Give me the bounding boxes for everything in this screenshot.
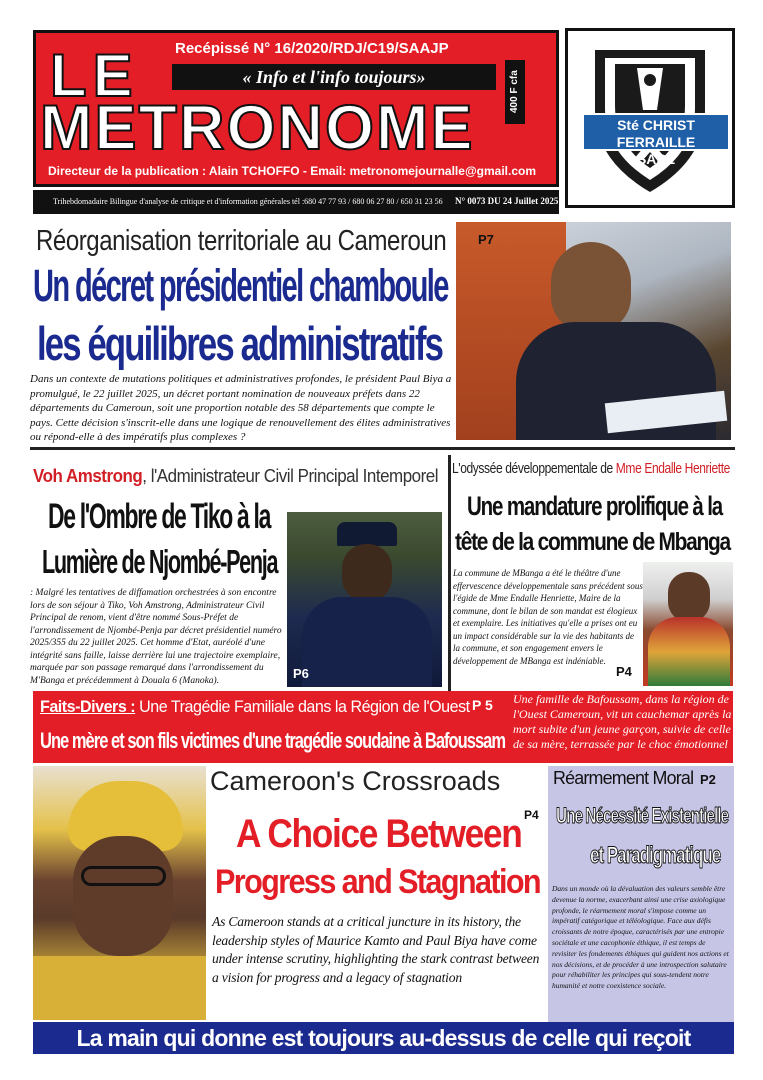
dress-shape [648, 617, 730, 686]
lead-headline-line-1: Un décret présidentiel chamboule [33, 260, 448, 311]
tagline: Trihebdomadaire Bilingue d'analyse de critique et d'information générales tél :680 47 77 93 / 680 06 27 80 / 650 31 23 56 [53, 197, 443, 206]
cap-shape [337, 522, 397, 546]
sponsor-line-2: SARL [636, 151, 676, 167]
voh-kicker [33, 466, 438, 487]
crossroads-page-ref: P4 [524, 808, 539, 822]
voh-headline-line-1: De l'Ombre de Tiko à la [48, 497, 271, 536]
endalle-headline-line-2: tête de la commune de Mbanga [455, 528, 730, 556]
issue-number: N° 0073 DU 24 Juillet 2025 [455, 196, 559, 206]
faits-divers-body: Une famille de Bafoussam, dans la région de l'Ouest Cameroun, vit un cauchemar après la mort subite d'un jeune garçon, suivie de celle de sa mère, terrassée par le choc émotionnel [513, 692, 732, 751]
director-line: Directeur de la publication : Alain TCHOFFO - Email: metronomejournalle@gmail.com [48, 164, 536, 178]
receipt-number: Recépissé N° 16/2020/RDJ/C19/SAAJP [175, 40, 449, 57]
faits-divers-kicker [40, 697, 470, 717]
sponsor-line-1: Sté CHRIST FERRAILLE [616, 117, 696, 150]
rearmement-headline-line-2: et Paradigmatique [590, 842, 721, 869]
endalle-kicker [452, 460, 730, 477]
logo-le: LE [50, 42, 139, 109]
lead-headline-line-2: les équilibres administratifs [37, 317, 443, 370]
price-tag: 400 F cfa [505, 60, 525, 124]
lead-photo [456, 222, 731, 440]
rearmement-headline-line-1: Une Nécessité Existentielle [556, 803, 729, 828]
sponsor-name [582, 113, 730, 167]
faits-divers-headline: Une mère et son fils victimes d'une tragédie soudaine à Bafoussam [40, 728, 506, 753]
head-shape [668, 572, 710, 622]
slogan: « Info et l'info toujours» [172, 64, 496, 90]
faits-divers-page-ref: P 5 [472, 697, 493, 713]
endalle-photo [643, 562, 733, 686]
rearmement-kicker: Réarmement Moral [553, 768, 694, 788]
bottom-banner: La main qui donne est toujours au-dessus de celle qui reçoit [33, 1022, 734, 1054]
glasses-icon [81, 866, 166, 886]
lead-page-ref: P7 [478, 232, 494, 247]
faits-divers-label: Faits-Divers : [40, 697, 136, 716]
endalle-body: La commune de MBanga a été le théâtre d'une effervescence développementale sans précédent sous l'égide de Mme Endalle Henriette, Maire de la commune, dont le bilan de son mandat est élogieux et exemplaire. Les initiatives qu'elle a prises ont eu un impact considérable sur la vie des habitants de la commune, et son engagement envers le développement de MBanga est indéniable. [453, 568, 643, 666]
crossroads-kicker: Cameroon's Crossroads [210, 766, 501, 796]
faits-divers-kicker-text: Une Tragédie Familiale dans la Région de l'Ouest [135, 697, 470, 716]
crossroads-body: As Cameroon stands at a critical juncture in its history, the leadership styles of Maurice Kamto and Paul Biya have come under intense scrutiny, highlighting the stark contrast between a vision for progress and a legacy of stagnation [212, 914, 540, 985]
uniform-shape [302, 597, 432, 687]
rearmement-page-ref: P2 [700, 772, 716, 787]
endalle-page-ref: P4 [616, 664, 632, 679]
voh-page-ref: P6 [293, 666, 309, 681]
dress-shape [33, 956, 206, 1020]
lead-kicker: Réorganisation territoriale au Cameroun [36, 225, 447, 257]
logo-metronome: METRONOME [40, 93, 475, 163]
crossroads-photo [33, 766, 206, 1020]
voh-photo [287, 512, 442, 687]
section-divider [30, 447, 735, 450]
face-shape [73, 836, 173, 956]
crossroads-headline-line-2: Progress and Stagnation [215, 863, 541, 901]
rearmement-body: Dans un monde où la dévaluation des valeurs semble être devenue la norme, exacerbant ainsi une crise axiologique profonde, le réarmement moral s'impose comme un impératif catégorique et téléologique. Face aux défis croissants de notre époque, caractérisés par une entropie sociétale et une cacophonie éthique, il est temps de revisiter les fondements éthiques qui guident nos actions et nos décisions, et de procéder à une introspection salutaire pour réhabiliter les principes qui sous-tendent notre humanité et notre coexistence sociale. [552, 884, 729, 991]
endalle-kicker-name: Mme Endalle Henriette [615, 460, 730, 477]
endalle-headline-line-1: Une mandature prolifique à la [467, 491, 723, 521]
voh-headline-line-2: Lumière de Njombé-Penja [42, 543, 278, 580]
crossroads-headline-line-1: A Choice Between [236, 812, 522, 856]
head-shape [342, 544, 392, 602]
voh-kicker-rest: , l'Administrateur Civil Principal Intemporel [142, 466, 439, 486]
head-shape [551, 242, 631, 332]
endalle-kicker-lead: L'odyssée développementale de [452, 460, 616, 477]
voh-kicker-name: Voh Amstrong [33, 466, 143, 486]
lead-body: Dans un contexte de mutations politiques et administratives profondes, le président Paul Biya a promulgué, le 22 juillet 2025, un décret portant nomination de nouveaux préfets dans 22 départements du Cameroun, soit une proportion notable des 58 départements que compte le pays. Cette décision s'inscrit-elle dans une logique de renouvellement des élites administratives ou répond-elle à des impératifs plus complexes ? [30, 373, 452, 443]
voh-body: : Malgré les tentatives de diffamation orchestrées à son encontre lors de son séjour à Tiko, Voh Amstrong, Administrateur Civil Principal de renom, vient d'être nommé Sous-Préfet de l'arrondissement de Njombé-Penja par décret présidentiel numéro 2025/355 du 22 juillet 2025. Cet homme d'Etat, auréolé d'une intégrité sans faille, laisse derrière lui une trajectoire exemplaire, marquée par son passage remarqué dans l'arrondissement du M'Banga et précédemment à Douala 6 (Manoka). [30, 588, 282, 686]
